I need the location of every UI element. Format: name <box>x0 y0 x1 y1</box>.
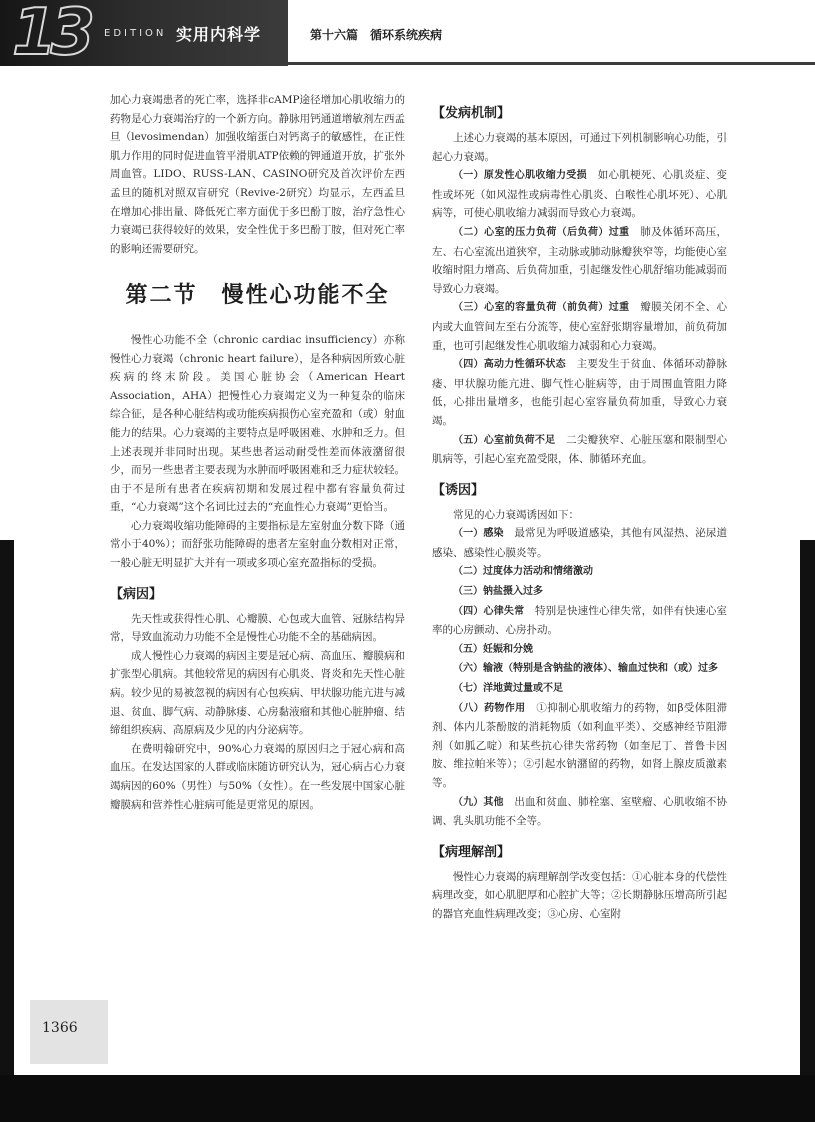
mechanism-item <box>432 166 727 223</box>
trigger-text: 最常见为呼吸道感染，其他有风湿热、泌尿道感染、感染性心膜炎等。 <box>432 527 728 559</box>
mechanism-text: 二尖瓣狭窄、心脏压塞和限制型心肌病等，引起心室充盈受限，体、肺循环充血。 <box>432 433 728 466</box>
trigger-text: 出血和贫血、肺栓塞、室壁瘤、心肌收缩不协调、乳头肌功能不全等。 <box>432 795 728 828</box>
mechanism-text: 主要发生于贫血、体循环动静脉瘘、甲状腺功能亢进、脚气性心脏病等，由于周围血管阻力降低，心排出量增多，也能引起心室容量负荷加重，导致心力衰竭。 <box>432 358 728 427</box>
mechanism-label: （五）心室前负荷不足 <box>453 434 556 446</box>
part-title: 第十六篇 循环系统疾病 <box>310 28 443 42</box>
trigger-label: （六）输液（特别是含钠盐的液体）、输血过快和（或）过多 <box>453 663 718 675</box>
trigger-item <box>432 640 727 660</box>
right-column <box>432 104 727 924</box>
pathology-heading: 【病理解剖】 <box>432 844 511 860</box>
indicator-paragraph: 心力衰竭收缩功能障碍的主要指标是左室射血分数下降（通常小于40%）；而舒张功能障碍的患者左室射血分数相对正常，一般心脏无明显扩大并有一项或多项心室充盈指标的受损。 <box>110 519 405 570</box>
scan-edge-bottom <box>0 1075 815 1122</box>
mechanism-intro: 上述心力衰竭的基本原因，可通过下列机制影响心功能，引起心力衰竭。 <box>432 132 727 163</box>
etiology-heading: 【病因】 <box>110 586 163 602</box>
mechanism-text: 肺及体循环高压，左、右心室流出道狭窄，主动脉或肺动脉瓣狭窄等，均能使心室收缩时阻力增高、后负荷加重，引起继发性心肌舒缩功能减弱而导致心力衰竭。 <box>432 225 728 295</box>
mechanism-item <box>432 355 727 430</box>
section-title: 第二节 慢性心功能不全 <box>125 282 390 309</box>
trigger-label: （四）心律失常 <box>453 605 525 617</box>
definition-paragraph: 慢性心功能不全（chronic cardiac insufficiency）亦称慢性心力衰竭（chronic heart failure），是各种病因所致心脏疾病的终末阶段。美国心脏协会（American Heart Association，AHA）把慢性心力衰竭定义为一种复杂的临床综合征，是各种心脏结构或功能疾病损伤心室充盈和（或）射血能力的结果。心力衰竭的主要特点是呼吸困难、水肿和乏力。但上述表现并非同时出现。某些患者运动耐受性差而体液潴留很少，而另一些患者主要表现为水肿而呼吸困难和乏力症状较轻。由于不是所有患者在疾病初期和发展过程中都有容量负荷过重，“心力衰竭”这个名词比过去的“充血性心力衰竭”更恰当。 <box>110 333 405 514</box>
etiology-paragraph: 先天性或获得性心肌、心瓣膜、心包或大血管、冠脉结构异常，导致血流动力功能不全是慢性心功能不全的基础病因。 <box>110 612 405 644</box>
trigger-item <box>432 602 727 640</box>
trigger-text: ①抑制心肌收缩力的药物，如β受体阻滞剂、体内儿茶酚胺的消耗物质（如利血平类）、交感神经节阻滞剂（如胍乙啶）和某些抗心律失常药物（如奎尼丁、普鲁卡因胺、维拉帕米等）；②引起水钠潴留的药物，如肾上腺皮质激素等。 <box>432 701 727 789</box>
edition-label: EDITION <box>104 28 167 39</box>
trigger-label: （五）妊娠和分娩 <box>453 643 533 655</box>
edition-logo: 13 <box>12 0 90 70</box>
header-banner <box>0 0 288 70</box>
trigger-item <box>432 659 727 679</box>
page-number: 1366 <box>42 1020 78 1036</box>
intro-paragraph: 加心力衰竭患者的死亡率，选择非cAMP途径增加心肌收缩力的药物是心力衰竭治疗的一个新方向。静脉用钙通道增敏剂左西孟旦（levosimendan）加强收缩蛋白对钙离子的敏感性，在正性肌力作用的同时促进血管平滑肌ATP依赖的钾通道开放，扩张外周血管。LIDO、RUSS-LAN、CASINO研究及首次评价左西孟旦的随机对照双盲研究（Revive-2研究）均显示，左西孟旦在增加心排出量、降低死亡率方面优于多巴酚丁胺，治疗急性心力衰竭已获得较好的效果，安全性优于多巴酚丁胺，但对死亡率的影响还需要研究。 <box>110 94 405 255</box>
mechanism-label: （二）心室的压力负荷（后负荷）过重 <box>453 226 630 238</box>
trigger-item <box>432 793 727 831</box>
etiology-paragraph: 成人慢性心力衰竭的病因主要是冠心病、高血压、瓣膜病和扩张型心肌病。其他较常见的病因有心肌炎、肾炎和先天性心脏病。较少见的易被忽视的病因有心包疾病、甲状腺功能亢进与减退、贫血、脚气病、动静脉瘘、心房黏液瘤和其他心脏肿瘤、结缔组织疾病、高原病及少见的内分泌病等。 <box>110 649 405 737</box>
pathology-paragraph: 慢性心力衰竭的病理解剖学改变包括：①心脏本身的代偿性病理改变，如心肌肥厚和心腔扩大等；②长期静脉压增高所引起的器官充血性病理改变；③心房、心室附 <box>432 870 727 920</box>
trigger-item <box>432 582 727 602</box>
mechanism-text: 瓣膜关闭不全、心内或大血管间左至右分流等，使心室舒张期容量增加，前负荷加重，也可引起继发性心肌收缩力减弱和心力衰竭。 <box>432 301 728 352</box>
triggers-intro: 常见的心力衰竭诱因如下： <box>453 508 579 521</box>
trigger-label: （七）洋地黄过量或不足 <box>453 683 563 695</box>
mechanism-item <box>432 431 727 469</box>
trigger-item <box>432 699 727 793</box>
mechanism-label: （四）高动力性循环状态 <box>453 359 566 371</box>
header-rule <box>288 62 815 65</box>
etiology-paragraph: 在费明翰研究中，90%心力衰竭的原因归之于冠心病和高血压。在发达国家的人群或临床随访研究认为，冠心病占心力衰竭病因的60%（男性）与50%（女性）。在一些发展中国家心脏瓣膜病和营养性心脏病可能是更常见的原因。 <box>110 742 405 811</box>
trigger-item <box>432 562 727 582</box>
left-column <box>110 91 405 814</box>
mechanism-text: 如心肌梗死、心肌炎症、变性或坏死（如风湿性或病毒性心肌炎、白喉性心肌坏死）、心肌病等，可使心肌收缩力减弱而导致心力衰竭。 <box>432 169 728 220</box>
mechanism-heading: 【发病机制】 <box>432 106 511 121</box>
triggers-heading: 【诱因】 <box>432 482 485 498</box>
trigger-item <box>432 524 727 562</box>
mechanism-label: （三）心室的容量负荷（前负荷）过重 <box>453 302 630 314</box>
mechanism-label: （一）原发性心肌收缩力受损 <box>453 170 587 182</box>
trigger-label: （八）药物作用 <box>453 702 526 714</box>
scan-edge-left <box>0 540 14 1122</box>
trigger-item <box>432 679 727 699</box>
trigger-text: 特别是快速性心律失常，如伴有快速心室率的心房颤动、心房扑动。 <box>432 604 728 637</box>
scan-edge-right <box>800 540 815 1122</box>
trigger-label: （三）钠盐摄入过多 <box>453 586 543 598</box>
trigger-label: （一）感染 <box>453 528 504 540</box>
mechanism-item <box>432 223 727 298</box>
mechanism-item <box>432 298 727 355</box>
trigger-label: （九）其他 <box>453 796 504 808</box>
book-title: 实用内科学 <box>176 25 262 44</box>
trigger-label: （二）过度体力活动和情绪激动 <box>453 566 593 578</box>
